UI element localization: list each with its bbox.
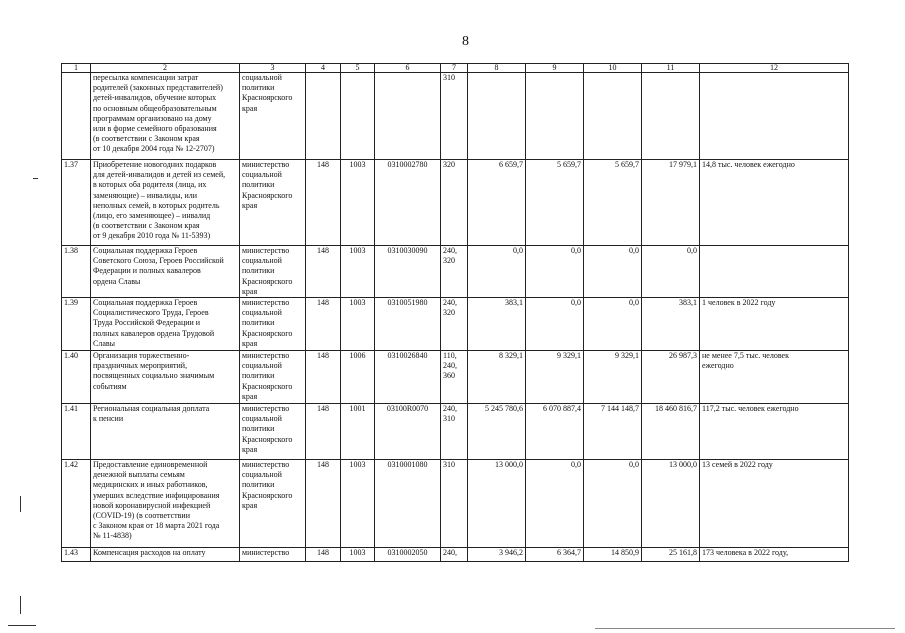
- expense-type-code: 240, 320: [441, 246, 468, 298]
- grbs-code: 148: [306, 160, 341, 246]
- expense-type-code: 240,: [441, 548, 468, 562]
- scan-mark: [33, 178, 38, 179]
- grbs-code: 148: [306, 298, 341, 351]
- amount-2023: 5 659,7: [526, 160, 584, 246]
- amount-2022: 3 946,2: [468, 548, 526, 562]
- amount-total: 26 987,3: [642, 351, 700, 404]
- amount-2023: 6 070 887,4: [526, 404, 584, 460]
- row-number: 1.37: [62, 160, 91, 246]
- row-number: 1.41: [62, 404, 91, 460]
- amount-2023: 6 364,7: [526, 548, 584, 562]
- page-number: 8: [462, 34, 469, 49]
- measure-name: Региональная социальная доплата к пенсии: [91, 404, 240, 460]
- amount-2024: 14 850,9: [584, 548, 642, 562]
- measure-name: Социальная поддержка Героев Социалистического Труда, Героев Труда Российской Федерации и полных кавалеров ордена Трудовой Славы: [91, 298, 240, 351]
- column-number: 10: [584, 64, 642, 73]
- responsible-org: министерство социальной политики Красноярского края: [240, 298, 306, 351]
- responsible-org: министерство социальной политики Красноярского края: [240, 160, 306, 246]
- amount-2022: 0,0: [468, 246, 526, 298]
- amount-total: [642, 73, 700, 160]
- section-code: [341, 73, 375, 160]
- measure-name: Социальная поддержка Героев Советского Союза, Героев Российской Федерации и полных кавалеров ордена Славы: [91, 246, 240, 298]
- table-row: [62, 404, 849, 460]
- amount-2023: 0,0: [526, 246, 584, 298]
- amount-2024: 9 329,1: [584, 351, 642, 404]
- expected-result: [700, 73, 849, 160]
- amount-2024: 7 144 148,7: [584, 404, 642, 460]
- row-number: [62, 73, 91, 160]
- column-numbers-row: [62, 64, 849, 73]
- column-number: 12: [700, 64, 849, 73]
- amount-2023: 9 329,1: [526, 351, 584, 404]
- amount-total: 17 979,1: [642, 160, 700, 246]
- grbs-code: 148: [306, 460, 341, 548]
- grbs-code: 148: [306, 246, 341, 298]
- measure-name: пересылка компенсации затрат родителей (законных представителей) детей-инвалидов, обучение которых по основным общеобразовательным программам организовано на дому или в форме семейного образования (в соответствии с Законом края от 10 декабря 2004 года № 12-2707): [91, 73, 240, 160]
- measure-name: Предоставление единовременной денежной выплаты семьям медицинских и иных работников, умерших вследствие инфицирования новой коронавирусной инфекцией (COVID-19) (в соответствии с Законом края от 18 марта 2021 года № 11-4838): [91, 460, 240, 548]
- amount-2022: 383,1: [468, 298, 526, 351]
- section-code: 1003: [341, 160, 375, 246]
- responsible-org: социальной политики Красноярского края: [240, 73, 306, 160]
- measure-name: Компенсация расходов на оплату: [91, 548, 240, 562]
- table-row: [62, 160, 849, 246]
- amount-2024: 0,0: [584, 298, 642, 351]
- expected-result: 14,8 тыс. человек ежегодно: [700, 160, 849, 246]
- expected-result: 13 семей в 2022 году: [700, 460, 849, 548]
- row-number: 1.39: [62, 298, 91, 351]
- target-article-code: [375, 73, 441, 160]
- amount-2022: 5 245 780,6: [468, 404, 526, 460]
- table-row: [62, 298, 849, 351]
- column-number: 8: [468, 64, 526, 73]
- expense-type-code: 320: [441, 160, 468, 246]
- section-code: 1003: [341, 460, 375, 548]
- amount-total: 0,0: [642, 246, 700, 298]
- grbs-code: 148: [306, 548, 341, 562]
- scan-mark: [20, 496, 21, 512]
- amount-2022: 8 329,1: [468, 351, 526, 404]
- amount-2022: 6 659,7: [468, 160, 526, 246]
- expected-result: не менее 7,5 тыс. человек ежегодно: [700, 351, 849, 404]
- amount-2024: 5 659,7: [584, 160, 642, 246]
- expected-result: [700, 246, 849, 298]
- table-row: [62, 548, 849, 562]
- section-code: 1006: [341, 351, 375, 404]
- amount-total: 25 161,8: [642, 548, 700, 562]
- target-article-code: 0310002780: [375, 160, 441, 246]
- column-number: 9: [526, 64, 584, 73]
- column-number: 11: [642, 64, 700, 73]
- target-article-code: 0310030090: [375, 246, 441, 298]
- scan-mark: [595, 628, 895, 629]
- responsible-org: министерство социальной политики Красноярского края: [240, 404, 306, 460]
- expected-result: 173 человека в 2022 году,: [700, 548, 849, 562]
- measure-name: Приобретение новогодних подарков для детей-инвалидов и детей из семей, в которых оба родителя (лица, их заменяющие) – инвалиды, или неполных семей, в которых родитель (лицо, его заменяющее) – инвалид (в соответствии с Законом края от 9 декабря 2010 года № 11-5393): [91, 160, 240, 246]
- expense-type-code: 310: [441, 73, 468, 160]
- responsible-org: министерство социальной политики Красноярского края: [240, 460, 306, 548]
- amount-2024: 0,0: [584, 246, 642, 298]
- scan-mark: [8, 625, 36, 626]
- target-article-code: 0310001080: [375, 460, 441, 548]
- amount-total: 383,1: [642, 298, 700, 351]
- scan-mark: [20, 596, 21, 614]
- table-row: [62, 246, 849, 298]
- amount-total: 18 460 816,7: [642, 404, 700, 460]
- section-code: 1003: [341, 548, 375, 562]
- expense-type-code: 240, 310: [441, 404, 468, 460]
- target-article-code: 0310002050: [375, 548, 441, 562]
- amount-2022: [468, 73, 526, 160]
- amount-2023: 0,0: [526, 298, 584, 351]
- grbs-code: 148: [306, 351, 341, 404]
- amount-2024: 0,0: [584, 460, 642, 548]
- grbs-code: 148: [306, 404, 341, 460]
- row-number: 1.43: [62, 548, 91, 562]
- amount-2023: 0,0: [526, 460, 584, 548]
- expense-type-code: 240, 320: [441, 298, 468, 351]
- column-number: 5: [341, 64, 375, 73]
- target-article-code: 0310051980: [375, 298, 441, 351]
- grbs-code: [306, 73, 341, 160]
- section-code: 1003: [341, 246, 375, 298]
- expected-result: 117,2 тыс. человек ежегодно: [700, 404, 849, 460]
- target-article-code: 0310026840: [375, 351, 441, 404]
- responsible-org: министерство социальной политики Красноярского края: [240, 246, 306, 298]
- table-row: [62, 460, 849, 548]
- responsible-org: министерство социальной политики Красноярского края: [240, 351, 306, 404]
- amount-2023: [526, 73, 584, 160]
- row-number: 1.40: [62, 351, 91, 404]
- row-number: 1.38: [62, 246, 91, 298]
- amount-2022: 13 000,0: [468, 460, 526, 548]
- responsible-org: министерство: [240, 548, 306, 562]
- table-body: [62, 73, 849, 562]
- column-number: 2: [91, 64, 240, 73]
- section-code: 1003: [341, 298, 375, 351]
- table-row: [62, 351, 849, 404]
- column-number: 6: [375, 64, 441, 73]
- row-number: 1.42: [62, 460, 91, 548]
- column-number: 7: [441, 64, 468, 73]
- expected-result: 1 человек в 2022 году: [700, 298, 849, 351]
- column-number: 3: [240, 64, 306, 73]
- measure-name: Организация торжественно- праздничных мероприятий, посвященных социально значимым событиям: [91, 351, 240, 404]
- amount-2024: [584, 73, 642, 160]
- expense-type-code: 110, 240, 360: [441, 351, 468, 404]
- expense-type-code: 310: [441, 460, 468, 548]
- target-article-code: 03100R0070: [375, 404, 441, 460]
- table-row: [62, 73, 849, 160]
- column-number: 1: [62, 64, 91, 73]
- amount-total: 13 000,0: [642, 460, 700, 548]
- column-number: 4: [306, 64, 341, 73]
- section-code: 1001: [341, 404, 375, 460]
- program-table: [61, 63, 849, 562]
